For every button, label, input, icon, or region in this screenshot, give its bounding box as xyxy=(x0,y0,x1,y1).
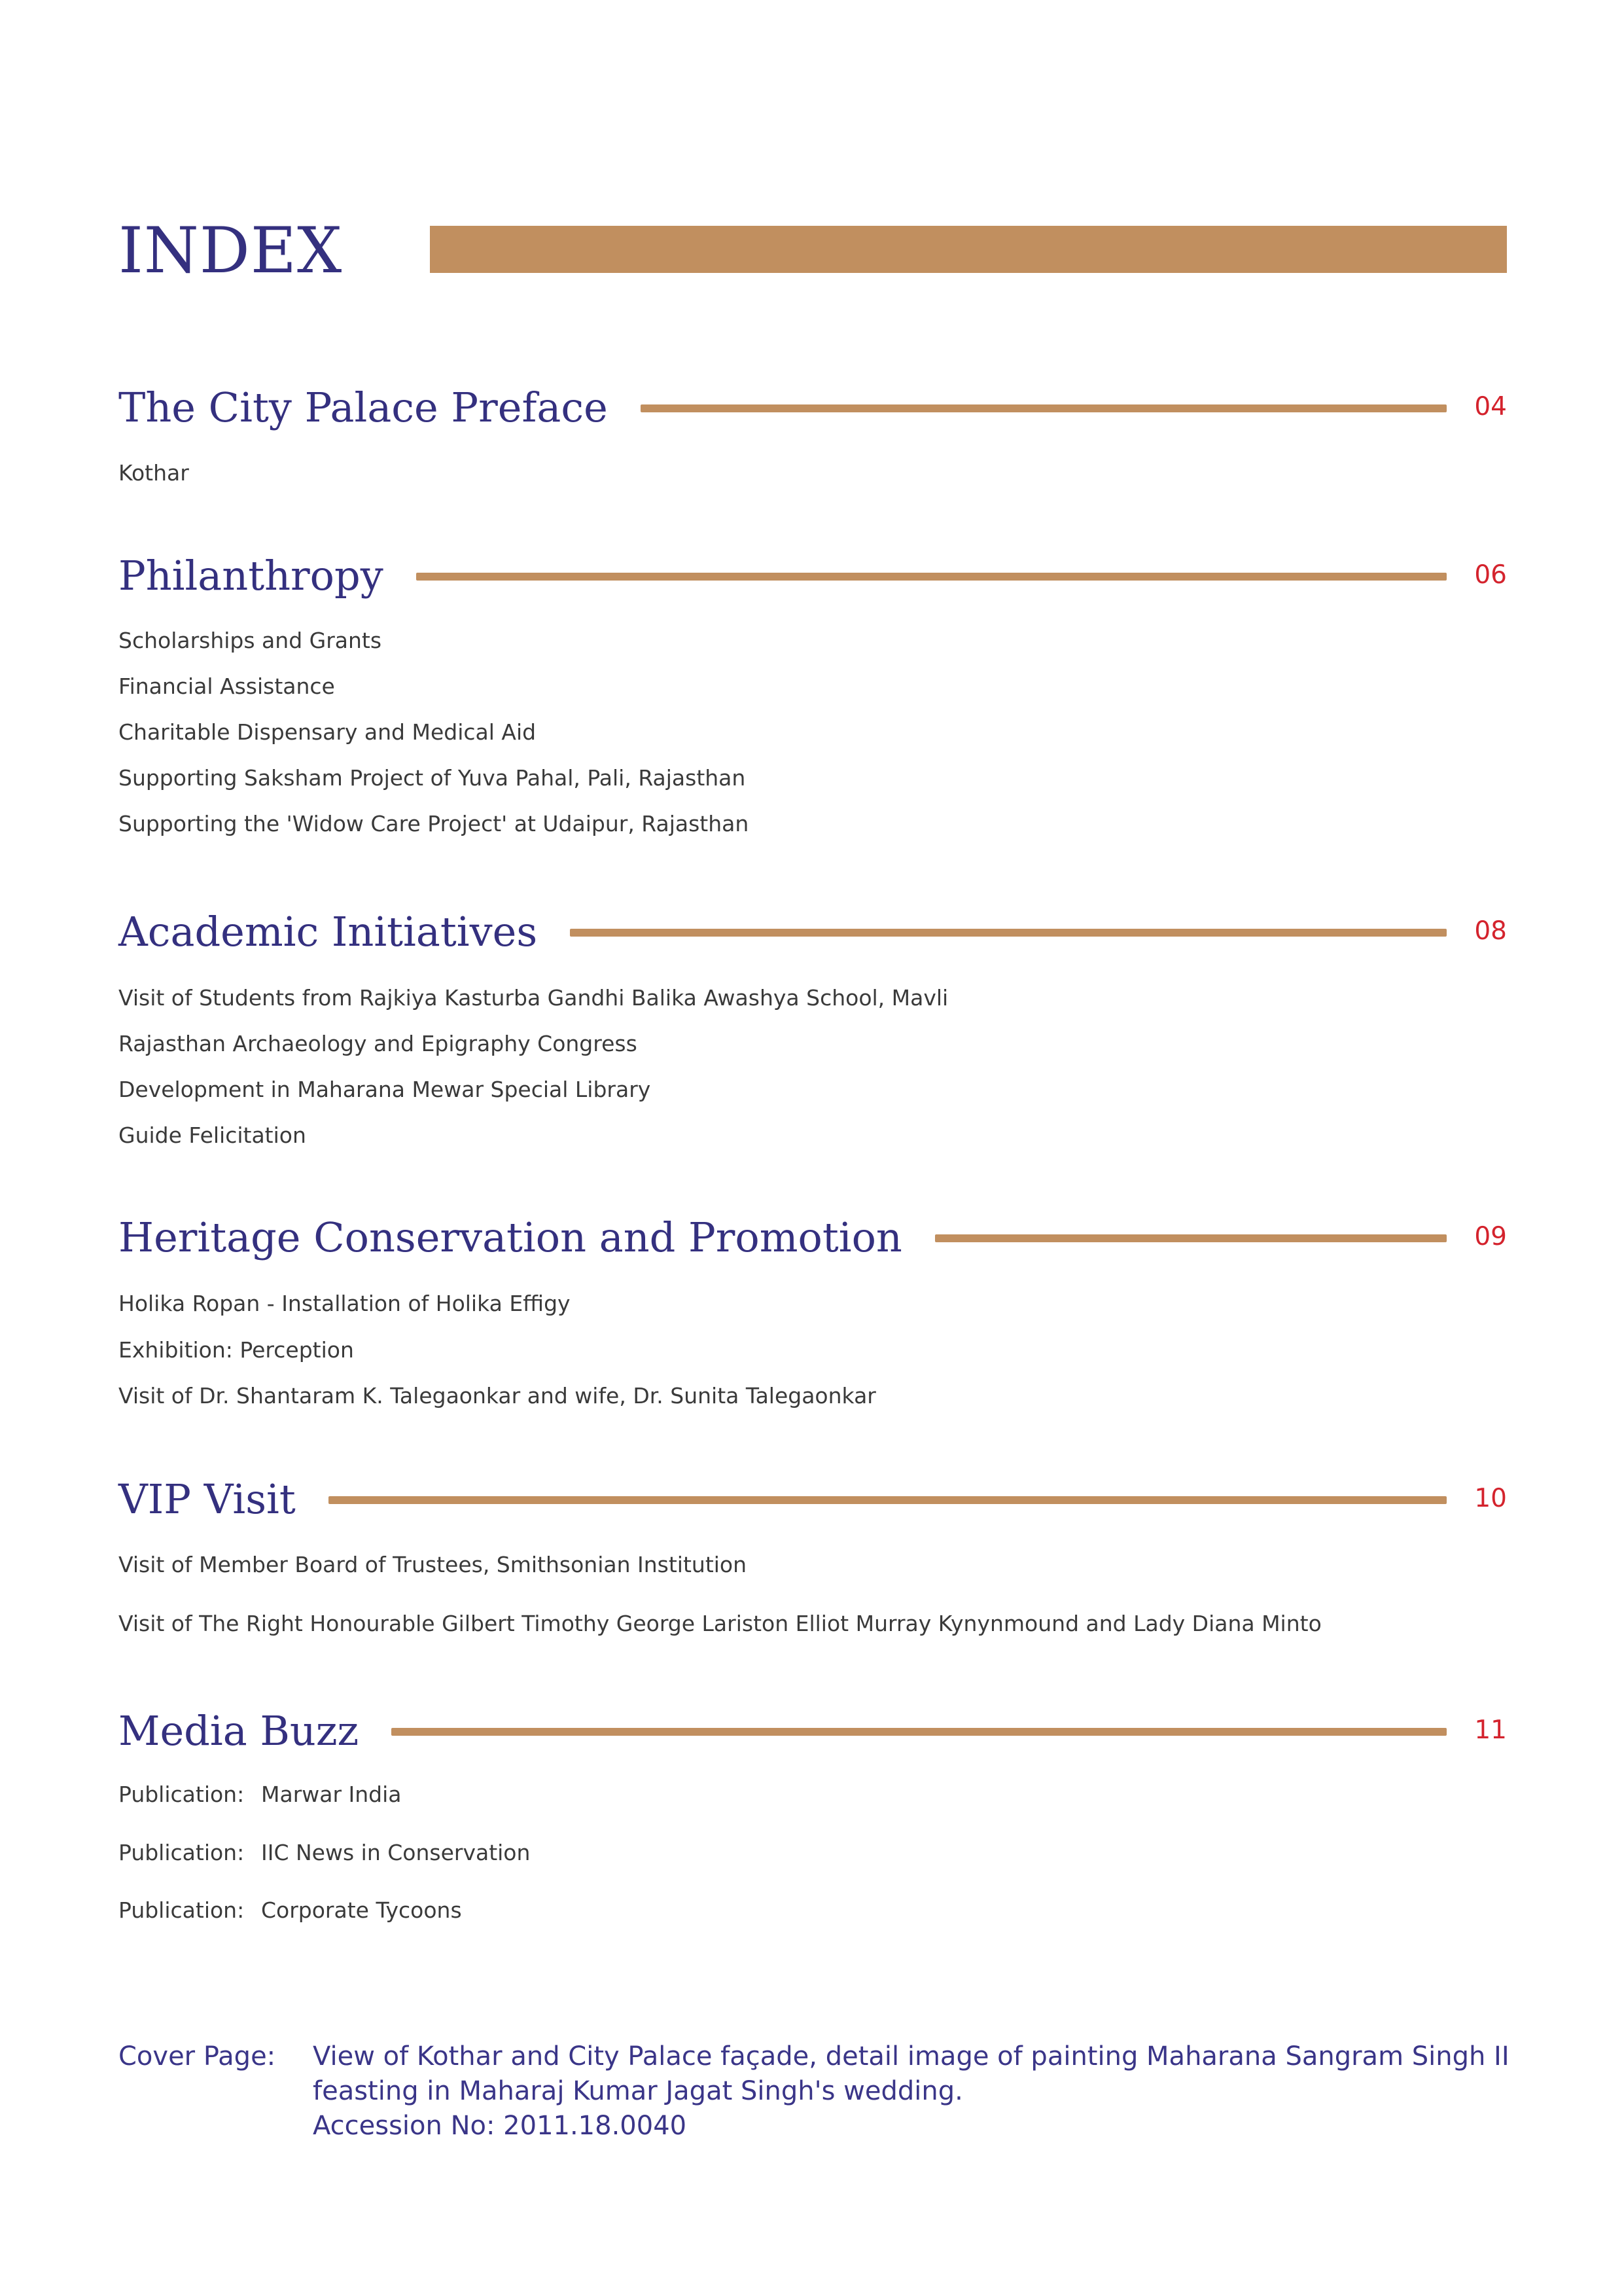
index-entry: Rajasthan Archaeology and Epigraphy Congress xyxy=(118,1031,637,1056)
section-title: The City Palace Preface xyxy=(118,384,608,431)
section-page-number: 09 xyxy=(1474,1222,1507,1251)
publication-entry xyxy=(118,1896,462,1925)
section-title: Philanthropy xyxy=(118,552,383,600)
cover-description: View of Kothar and City Palace façade, detail image of painting Maharana Sangram Singh II feasting in Maharaj Kumar Jagat Singh's wedding. xyxy=(313,2041,1509,2106)
section-academic-initiatives xyxy=(118,903,1507,1148)
index-entry: Charitable Dispensary and Medical Aid xyxy=(118,719,537,745)
publication-name: IIC News in Conservation xyxy=(261,1840,531,1865)
publication-entry xyxy=(118,1780,402,1809)
publication-label: Publication: xyxy=(118,1840,245,1865)
index-entry: Holika Ropan - Installation of Holika Effigy xyxy=(118,1291,571,1316)
section-header xyxy=(118,1702,1507,1761)
cover-accession: Accession No: 2011.18.0040 xyxy=(313,2111,687,2141)
section-page-number: 04 xyxy=(1474,392,1507,422)
publication-name: Marwar India xyxy=(261,1782,402,1807)
section-page-number: 11 xyxy=(1474,1715,1507,1745)
index-entry: Visit of The Right Honourable Gilbert Timothy George Lariston Elliot Murray Kynynmound and Lady Diana Minto xyxy=(118,1611,1322,1636)
section-title: Heritage Conservation and Promotion xyxy=(118,1213,902,1261)
section-rule xyxy=(328,1496,1447,1504)
index-entry: Financial Assistance xyxy=(118,673,335,699)
section-rule xyxy=(641,404,1447,412)
section-media-buzz xyxy=(118,1702,1507,1923)
index-entry: Scholarships and Grants xyxy=(118,628,382,653)
section-vip-visit xyxy=(118,1470,1507,1636)
index-entry: Development in Maharana Mewar Special Library xyxy=(118,1077,651,1102)
section-page-number: 10 xyxy=(1474,1484,1507,1513)
index-entry: Visit of Member Board of Trustees, Smithsonian Institution xyxy=(118,1552,747,1577)
section-page-number: 08 xyxy=(1474,916,1507,946)
index-entry: Supporting the 'Widow Care Project' at Udaipur, Rajasthan xyxy=(118,811,749,836)
title-bar xyxy=(430,226,1507,273)
index-entry: Kothar xyxy=(118,460,189,486)
section-rule xyxy=(416,573,1447,581)
cover-label: Cover Page: xyxy=(118,2041,276,2072)
section-header xyxy=(118,1208,1507,1267)
page-title: INDEX xyxy=(118,214,343,287)
section-page-number: 06 xyxy=(1474,560,1507,590)
publication-name: Corporate Tycoons xyxy=(261,1897,462,1923)
section-title: Academic Initiatives xyxy=(118,908,538,956)
publication-label: Publication: xyxy=(118,1897,245,1923)
section-title: Media Buzz xyxy=(118,1707,359,1755)
publication-label: Publication: xyxy=(118,1782,245,1807)
section-heritage-conservation xyxy=(118,1208,1507,1408)
index-entry: Guide Felicitation xyxy=(118,1122,306,1148)
publication-entry xyxy=(118,1839,530,1867)
index-entry: Visit of Students from Rajkiya Kasturba Gandhi Balika Awashya School, Mavli xyxy=(118,985,949,1011)
section-header xyxy=(118,1470,1507,1529)
section-rule xyxy=(391,1728,1447,1736)
index-entry: Exhibition: Perception xyxy=(118,1337,354,1363)
section-rule xyxy=(570,929,1447,937)
section-title: VIP Visit xyxy=(118,1475,296,1523)
section-header xyxy=(118,547,1507,605)
section-philanthropy xyxy=(118,547,1507,836)
section-rule xyxy=(935,1234,1447,1242)
section-city-palace-preface xyxy=(118,378,1507,486)
section-header xyxy=(118,378,1507,437)
section-header xyxy=(118,903,1507,961)
index-entry: Supporting Saksham Project of Yuva Pahal, Pali, Rajasthan xyxy=(118,765,746,791)
index-entry: Visit of Dr. Shantaram K. Talegaonkar and wife, Dr. Sunita Talegaonkar xyxy=(118,1383,876,1408)
